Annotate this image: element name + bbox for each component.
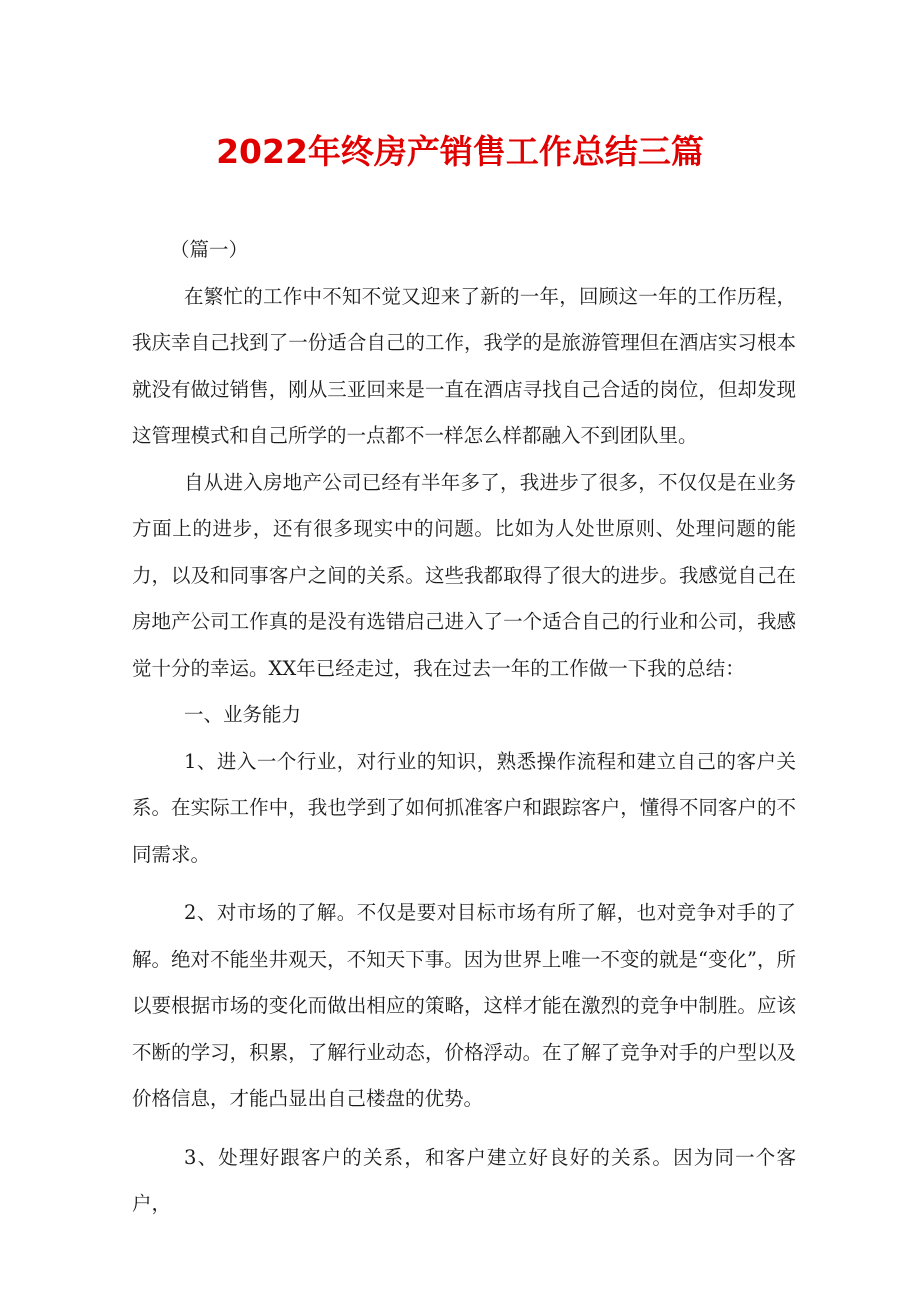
list-item-3: 3、处理好跟客户的关系，和客户建立好良好的关系。因为同一个客户， <box>132 1145 796 1215</box>
document-body <box>132 227 796 1228</box>
paragraph-1: 在繁忙的工作中不知不觉又迎来了新的一年，回顾这一年的工作历程，我庆幸自己找到了一份适合自己的工作，我学的是旅游管理但在酒店实习根本就没有做过销售，刚从三亚回来是一直在酒店寻找自己合适的岗位，但却发现这管理模式和自己所学的一点都不一样怎么样都融入不到团队里。 <box>132 284 796 447</box>
section-heading-business-ability: 一、业务能力 <box>184 703 302 726</box>
section-label: （篇一） <box>170 238 249 261</box>
list-item-1: 1、进入一个行业，对行业的知识，熟悉操作流程和建立自己的客户关系。在实际工作中，我也学到了如何抓准客户和跟踪客户，懂得不同客户的不同需求。 <box>132 749 796 866</box>
document-title: 2022年终房产销售工作总结三篇 <box>216 132 704 171</box>
paragraph-2: 自从进入房地产公司已经有半年多了，我进步了很多，不仅仅是在业务方面上的进步，还有很多现实中的问题。比如为人处世原则、处理问题的能力，以及和同事客户之间的关系。这些我都取得了很大的进步。我感觉自己在房地产公司工作真的是没有选错启己进入了一个适合自己的行业和公司，我感觉十分的幸运。XX年已经走过，我在过去一年的工作做一下我的总结： <box>132 470 796 680</box>
list-item-2: 2、对市场的了解。不仅是要对目标市场有所了解，也对竞争对手的了解。绝对不能坐井观天，不知天下事。因为世界上唯一不变的就是“变化”，所以要根据市场的变化而做出相应的策略，这样才能在激烈的竞争中制胜。应该不断的学习，积累，了解行业动态，价格浮动。在了解了竞争对手的户型以及价格信息，才能凸显出自己楼盘的优势。 <box>132 901 796 1110</box>
